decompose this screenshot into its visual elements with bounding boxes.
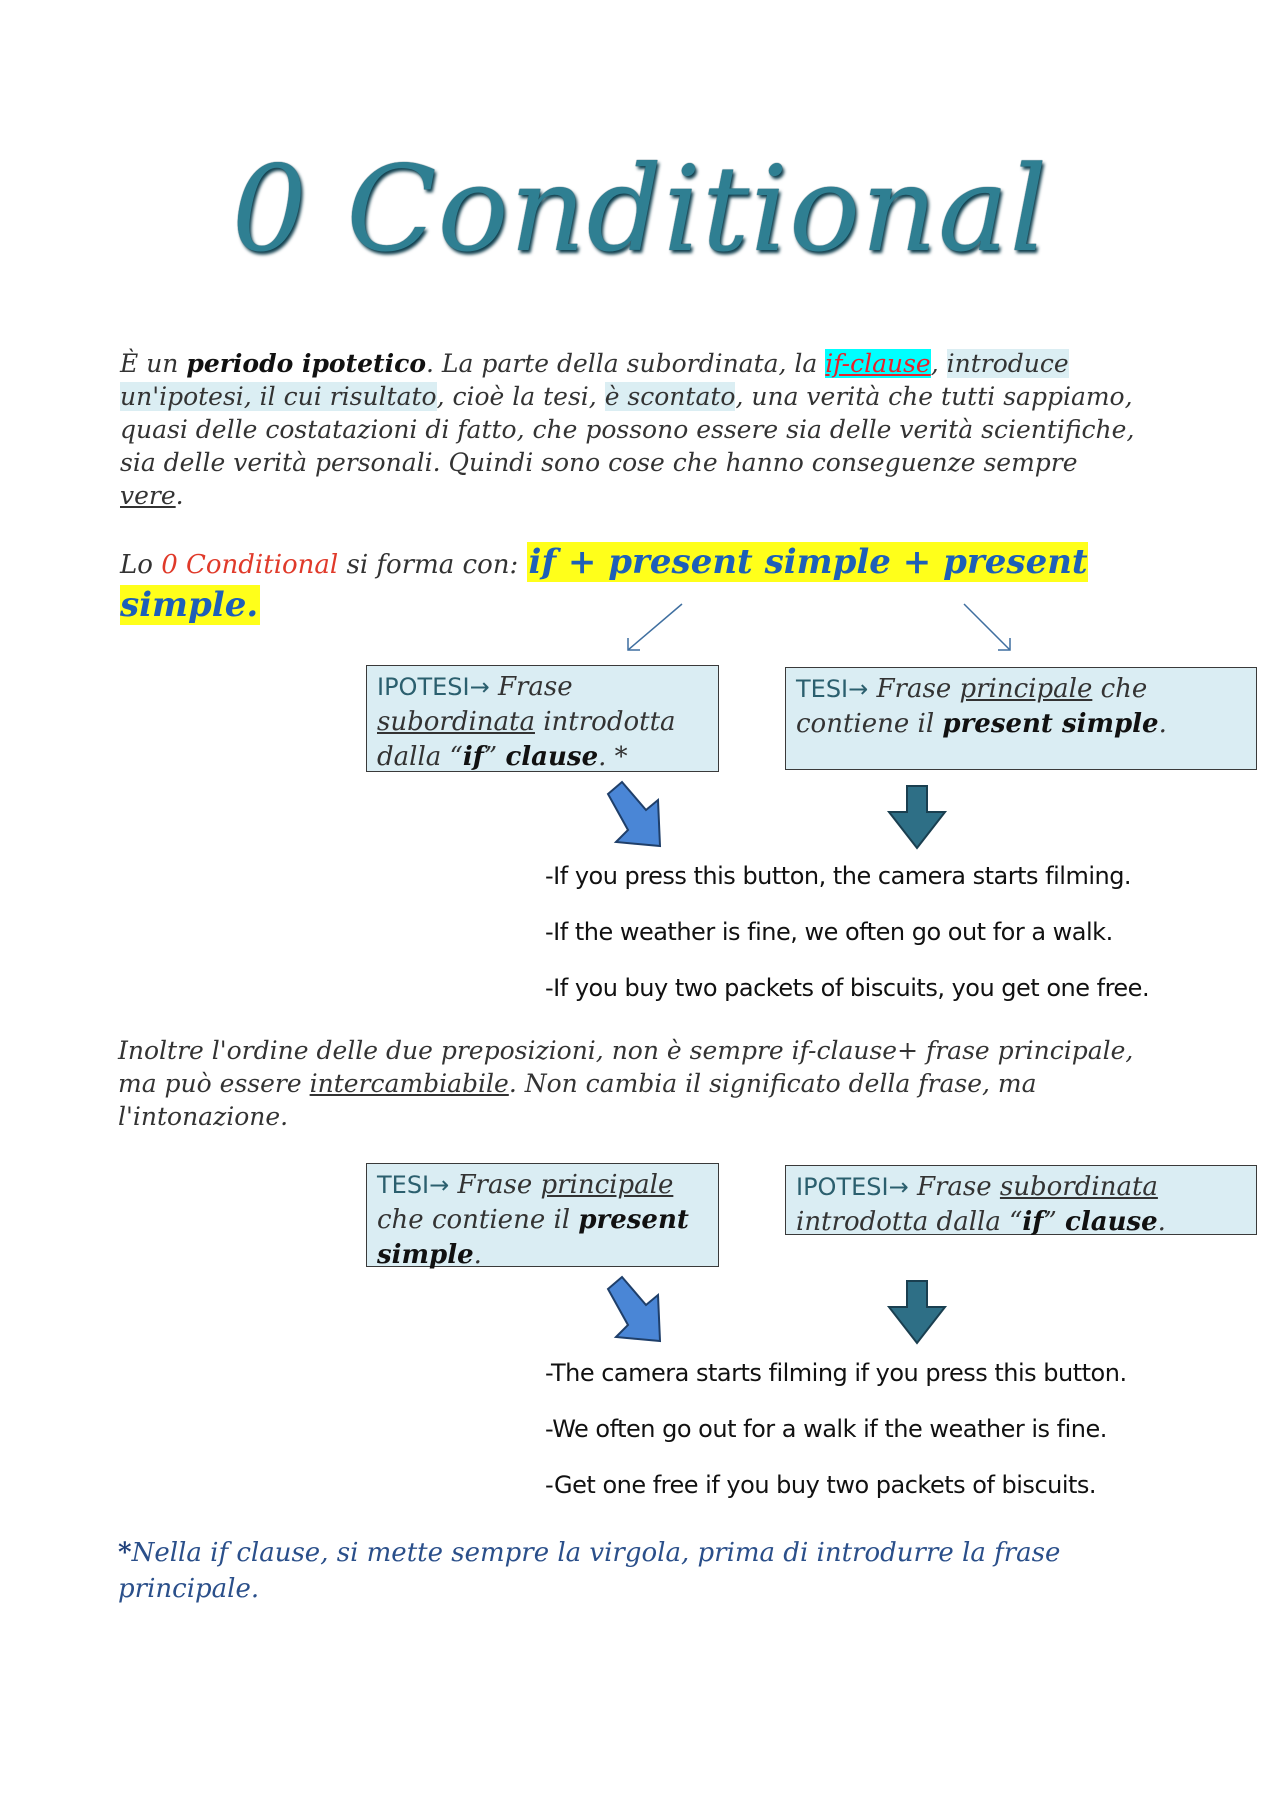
box-label: IPOTESI→ [796,1173,909,1201]
box-text: introdotta dalla “ [796,1207,1023,1237]
intro-text: È un [120,349,187,378]
intro-bold-term: periodo ipotetico [186,349,426,378]
formula-name: 0 Conditional [161,550,339,580]
examples-list-2 [545,1345,1165,1513]
intro-paragraph [120,347,1140,512]
box-underlined: principale [540,1170,674,1200]
box-tesi-2 [366,1163,719,1270]
intro-text: , cioè la tesi, [436,382,605,411]
box-label: TESI→ [796,675,869,703]
box-text: Frase [489,672,573,702]
block-arrow-down-dark-icon [885,1277,955,1349]
box-bold: clause [1065,1207,1158,1237]
box-label: IPOTESI→ [377,673,490,701]
footnote [118,1535,1158,1607]
footnote-star: * [118,1538,132,1568]
connector-arrow-left-icon [620,600,690,660]
box-bold: if [1022,1207,1044,1237]
intro-text: , [930,349,947,378]
box-bold: present simple [942,709,1159,739]
box-text: ” [483,742,506,772]
box-text: introdotta dalla “ [377,707,676,772]
formula-text: Lo [120,550,162,580]
box-underlined: subordinata [377,707,535,737]
box-text: . [1157,1207,1166,1237]
block-arrow-down-light-icon [600,1275,670,1347]
para-text: Inoltre l'ordine delle due preposizioni, non è sempre if-clause+ frase principale, ma può essere [118,1036,1134,1098]
para-underlined: intercambiabile [309,1069,509,1098]
example-sentence: -The camera starts filming if you press this button. [545,1359,1127,1387]
footnote-text: Nella if clause, si mette sempre la virgola, prima di introdurre la frase principale. [118,1538,1061,1604]
intro-highlight: introduce un'ipotesi, il cui risultato [120,349,1069,411]
box-text: . * [598,742,628,772]
intro-text: , una verità che tutti sappiamo, quasi delle costatazioni di fatto, che possono essere sia delle verità scientifiche, sia delle verità personali. Quindi sono cose che hanno conseguenze sempre [120,382,1135,477]
intro-text: . [175,481,184,510]
box-text: Frase [868,674,960,704]
intro-text: . La parte della subordinata, la [426,349,826,378]
intro-if-clause-highlight: if-clause [825,349,931,378]
box-text: Frase [449,1170,541,1200]
box-text: che contiene il [377,1205,579,1235]
box-tesi [785,667,1257,770]
intro-underlined: vere [120,481,176,510]
second-paragraph [118,1034,1158,1133]
box-underlined: principale [959,674,1093,704]
box-bold: present simple [377,1205,689,1270]
page-title: 0 Conditional [231,140,1049,278]
box-text: che contiene il [796,674,1148,739]
box-text: Frase [908,1172,1000,1202]
block-arrow-down-light-icon [600,780,670,852]
box-underlined: subordinata [999,1172,1158,1202]
box-text: ” [1043,1207,1066,1237]
connector-arrow-right-icon [960,600,1020,660]
example-sentence: -If you press this button, the camera starts filming. [545,862,1132,890]
box-ipotesi [366,665,719,772]
box-label: TESI→ [377,1171,450,1199]
box-bold: if [462,742,484,772]
examples-list-1 [545,848,1165,1016]
box-ipotesi-2 [785,1165,1257,1235]
example-sentence: -We often go out for a walk if the weather is fine. [545,1415,1107,1443]
block-arrow-down-dark-icon [885,782,955,854]
example-sentence: -Get one free if you buy two packets of biscuits. [545,1471,1097,1499]
box-text: . [1158,709,1167,739]
para-text: . Non cambia il significato della frase, ma l'intonazione. [118,1069,1037,1131]
formula-rule-highlight: if + present simple + present simple. [120,542,1088,625]
formula-text: si forma con: [338,550,527,580]
example-sentence: -If you buy two packets of biscuits, you get one free. [545,974,1150,1002]
box-text: . [473,1240,482,1270]
example-sentence: -If the weather is fine, we often go out for a walk. [545,918,1113,946]
box-bold: clause [505,742,599,772]
intro-highlight: è scontato [604,382,736,411]
